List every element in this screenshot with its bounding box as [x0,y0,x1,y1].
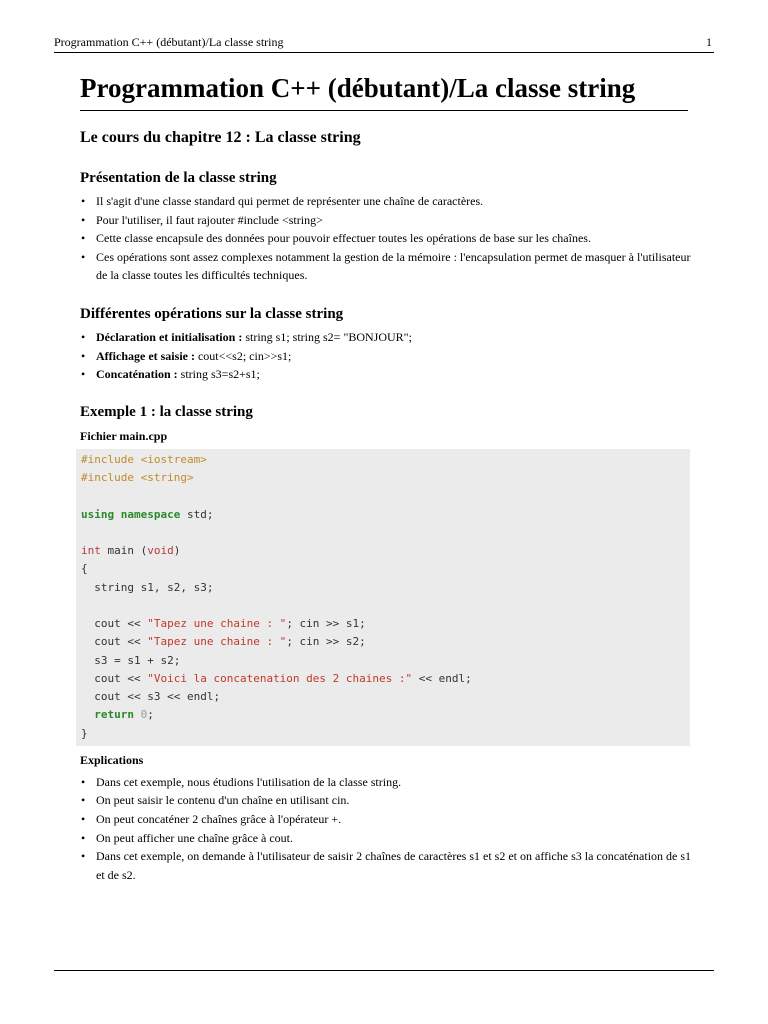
code-line [81,542,690,560]
code-token: "Tapez une chaine : " [147,617,287,630]
code-token: ; cin >> s1; [286,617,366,630]
list-item [80,328,692,347]
code-token: } [81,726,88,740]
page-title: Programmation C++ (débutant)/La classe string [80,70,688,111]
list-item [80,365,692,384]
code-token [114,508,121,521]
bullet-icon: • [81,212,86,227]
list-item [80,829,692,848]
list-item-text: Dans cet exemple, on demande à l'utilisateur de saisir 2 chaînes de caractères s1 et s2 et on affiche s3 la concaténation de s1 et de s2. [96,849,692,882]
list-item [80,211,692,230]
file-label: Fichier main.cpp [80,428,168,443]
presentation-heading: Présentation de la classe string [80,170,277,186]
list-item [80,847,692,884]
code-token: namespace [120,507,181,521]
list-item [80,347,692,366]
code-line [81,487,690,505]
list-item-term: Affichage et saisie : [96,348,195,363]
code-token: { [81,562,88,576]
main-content [80,127,692,884]
code-line [81,524,690,542]
list-item-text: On peut saisir le contenu d'un chaîne en utilisant cin. [96,793,350,808]
code-line [81,579,690,597]
code-token: "Voici la concatenation des 2 chaines :" [147,671,413,685]
code-line [81,469,690,487]
list-item-text: Cette classe encapsule des données pour pouvoir effectuer toutes les opérations de base sur les chaînes. [96,231,591,246]
list-item-term: Déclaration et initialisation : [96,329,243,344]
code-token: using [81,507,115,521]
code-token: string s1, s2, s3; [81,580,214,594]
code-line [81,597,690,615]
page-number: 1 [706,35,712,49]
code-line [81,688,690,706]
code-line [81,506,690,524]
bullet-icon: • [81,348,86,363]
bullet-icon: • [81,849,86,864]
list-item-text: On peut concaténer 2 chaînes grâce à l'opérateur +. [96,811,342,826]
code-token: #include <string> [81,471,194,484]
example-heading: Exemple 1 : la classe string [80,403,253,420]
code-token: "Tapez une chaine : " [147,635,287,649]
code-block [76,449,690,746]
bullet-icon: • [81,811,86,826]
list-item-text: string s1; string s2= "BONJOUR"; [242,329,412,344]
list-item [80,810,692,829]
explanations-list [80,773,692,885]
code-line [81,451,690,469]
code-line [81,615,690,633]
code-token: << endl; [412,671,472,685]
operations-heading: Différentes opérations sur la classe string [80,305,344,322]
bullet-icon: • [81,329,86,344]
bullet-icon: • [81,793,86,808]
bullet-icon: • [81,830,86,845]
code-token [134,708,141,721]
code-token: cout << [81,617,148,630]
bullet-icon: • [81,249,86,264]
bullet-icon: • [81,367,86,382]
footer-rule [54,970,714,971]
bullet-icon: • [81,774,86,789]
code-token: main ( [100,544,148,557]
code-token: void [147,544,174,557]
presentation-list [80,192,692,285]
code-line [81,633,690,651]
list-item-text: Ces opérations sont assez complexes notamment la gestion de la mémoire : l'encapsulation permet de masquer à l'utilisateur de la classe toutes les difficultés techniques. [96,249,691,283]
bullet-icon: • [81,194,86,208]
code-token: 0 [140,708,148,722]
list-item-text: Dans cet exemple, nous étudions l'utilisation de la classe string. [96,774,402,789]
code-token: s3 = s1 + s2; [81,653,181,667]
explanations-label: Explications [80,752,144,767]
list-item [80,229,692,248]
code-token [81,708,94,721]
code-token: cout << [81,671,148,685]
code-token: cout << s3 << endl; [81,690,221,703]
code-token: return [94,708,134,722]
list-item-text: string s3=s2+s1; [177,367,260,382]
list-item-term: Concaténation : [96,367,178,382]
code-token: std; [180,507,214,521]
code-token: #include <iostream> [81,452,207,466]
list-item [80,192,692,211]
code-line [81,706,690,724]
code-token: int [81,544,101,557]
list-item [80,791,692,810]
chapter-heading: Le cours du chapitre 12 : La classe string [80,129,361,146]
list-item-text: cout<<s2; cin>>s1; [194,348,292,363]
code-token: ; cin >> s2; [286,635,366,649]
code-token: cout << [81,635,148,649]
bullet-icon: • [81,231,86,246]
list-item-text: Il s'agit d'une classe standard qui permet de représenter une chaîne de caractères. [96,194,484,208]
code-line [81,670,690,688]
code-line [81,652,690,670]
list-item [80,773,692,792]
code-token: ; [147,708,154,722]
code-line [81,560,690,578]
list-item [80,248,692,285]
operations-list [80,328,692,384]
code-line [81,725,690,743]
running-header-title: Programmation C++ (débutant)/La classe string [54,35,284,49]
code-token: ) [173,544,181,557]
list-item-text: Pour l'utiliser, il faut rajouter #include <string> [96,212,323,227]
list-item-text: On peut afficher une chaîne grâce à cout. [96,830,294,845]
running-header [54,34,714,53]
